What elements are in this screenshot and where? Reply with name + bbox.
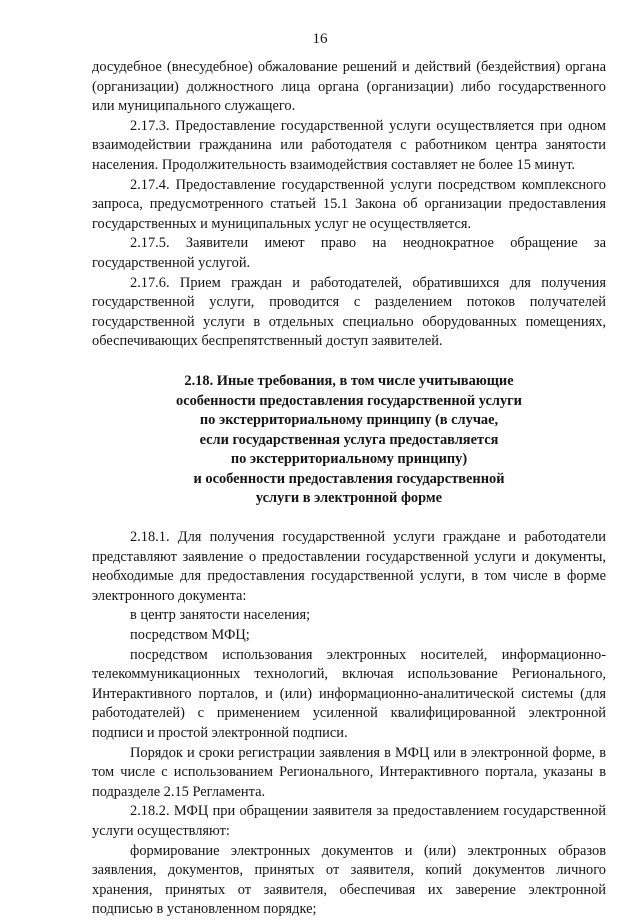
paragraph: в центр занятости населения; (130, 607, 311, 624)
heading-line: особенности предоставления государственной услуги (176, 392, 522, 409)
page-number: 16 (312, 31, 328, 47)
heading-line: и особенности предоставления государственной (193, 470, 505, 487)
paragraph: 2.17.3. Предоставление государственной услуги осуществляется при одном взаимодействии гражданина или работодателя с работником центра занятости населения. Продолжительность взаимодействия составляет не более 15 минут. (92, 117, 606, 173)
paragraph: 2.18.2. МФЦ при обращении заявителя за предоставлением государственной услуги осуществляют: (92, 803, 606, 839)
paragraphs-before-heading (92, 58, 606, 352)
heading-line: если государственная услуга предоставляется (199, 431, 499, 448)
paragraph: досудебное (внесудебное) обжалование решений и действий (бездействия) органа (организации) должностного лица органа (организации) либо государственного или муниципального служащего. (92, 59, 606, 115)
heading-line: услуги в электронной форме (255, 490, 443, 507)
heading-line: по экстерриториальному принципу (в случае, (199, 412, 499, 429)
heading-line: 2.18. Иные требования, в том числе учитывающие (184, 372, 514, 389)
paragraph: 2.17.5. Заявители имеют право на неоднократное обращение за государственной услугой. (92, 235, 606, 271)
paragraph: 2.18.1. Для получения государственной услуги граждане и работодатели представляют заявление о предоставлении государственной услуги и документы, необходимые для предоставления государственной услуги, в том числе в форме электронного документа: (92, 529, 606, 604)
heading-line: по экстерриториальному принципу) (230, 451, 468, 468)
paragraph: посредством использования электронных носителей, информационно-телекоммуникационных технологий, включая использование Регионального, Интерактивного порталов, и (или) информационно-аналитической системы (для работодателей) с применением усиленной квалифицированной электронной подписи и простой электронной подписи. (92, 646, 606, 741)
paragraph: 2.17.6. Прием граждан и работодателей, обратившихся для получения государственной услуги, проводится с разделением потоков получателей государственной услуги в отдельных специально оборудованных помещениях, обеспечивающих беспрепятственный доступ заявителей. (92, 274, 606, 350)
paragraphs-after-heading (92, 528, 606, 920)
paragraph: 2.17.4. Предоставление государственной услуги посредством комплексного запроса, предусмотренного статьей 15.1 Закона об организации предоставления государственных и муниципальных услуг не осуществляется. (92, 176, 606, 232)
section-heading (92, 372, 606, 509)
paragraph: посредством МФЦ; (130, 627, 250, 644)
paragraph: Порядок и сроки регистрации заявления в МФЦ или в электронной форме, в том числе с использованием Регионального, Интерактивного портала, указаны в подразделе 2.15 Регламента. (92, 744, 606, 800)
paragraph: формирование электронных документов и (или) электронных образов заявления, документов, принятых от заявителя, копий документов личного хранения, принятых от заявителя, обеспечивая их заверение электронной подписью в установленном порядке; (92, 842, 606, 918)
body-text (92, 58, 606, 920)
